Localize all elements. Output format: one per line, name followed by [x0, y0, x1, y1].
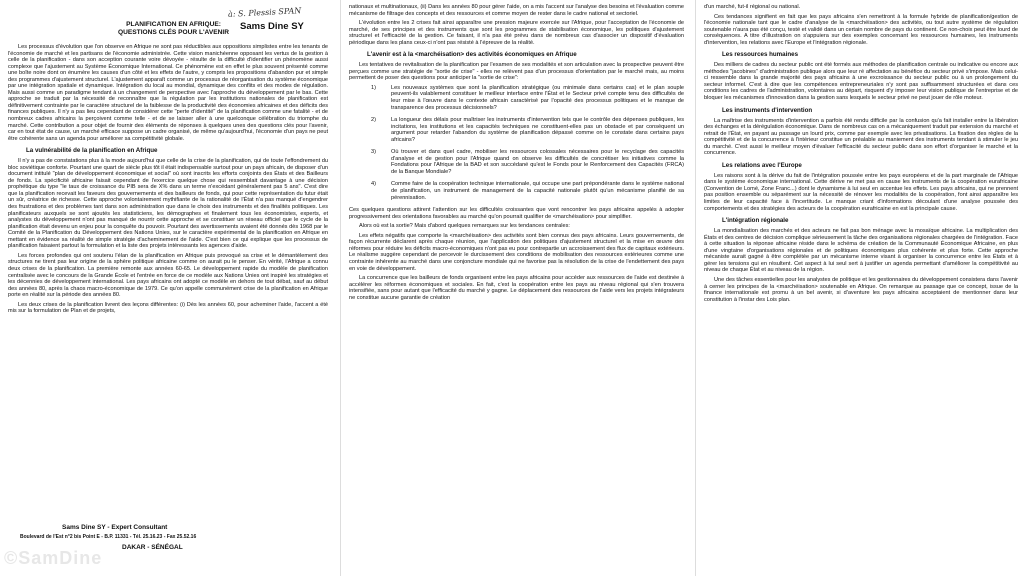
- list-number: 2): [371, 117, 376, 124]
- handwritten-note: à: S. Plessis SPAN: [227, 6, 302, 19]
- paragraph: L'évolution entre les 2 crises fait ainsi apparaître une pression majeure exercée sur l'Afrique, pour l'acceptation de l'économie de marché, de ses principes et des instruments que sont les programmes de stabilisation économique, les politiques d'ajustement structurel et l'efficacité de la gestion. Ce faisant, il n'a pas été prévu dans de nombreux cas d'associer un dispositif d'évaluation périodique dans les plans ceux-ci n'ont pas résisté à l'épreuve de la réalité.: [349, 20, 684, 46]
- list-item: [349, 181, 684, 201]
- title-line-2: QUESTIONS CLÉS POUR L'AVENIR: [118, 29, 229, 36]
- column-left: [0, 0, 334, 576]
- paragraph: Les tentatives de revitalisation de la planification par l'examen de ses modalités et son articulation avec la prospective peuvent être perçues comme une stratégie de "sortie de crise" - elles ne relèvent pas d'un processus d'orientation par le marché mais, au moins permettent de poser des questions pour anticiper la "sortie de crise":: [349, 62, 684, 82]
- paragraph: La maîtrise des instruments d'intervention a parfois été rendu difficile par la confusion qu'a fait installer entre la libération des échanges et la dérégulation économique. Dans de nombreux cas on a mécaniquement traduit par extension du marché et retrait de l'État, en payant au passage un lourd prix, comme par exemple avec les privatisations. La fixation des règles de la compétitivité et de la concurrence à l'intérieur constitue un préalable au maniement des instruments tendant à stimuler le jeu du marché. C'est aussi le meilleur moyen d'évaluer l'efficacité du secteur public dans son effort d'organiser le marché et la concurrence.: [704, 117, 1018, 157]
- column-divider: [340, 0, 341, 576]
- footer-address: Boulevard de l'Est n°2 bis Point E - B.P. 11331 - Tél. 25.16.23 - Fax 25.52.16: [20, 534, 197, 540]
- footer-city: DAKAR - SÉNÉGAL: [122, 544, 183, 551]
- column-middle: [345, 0, 690, 576]
- list-item: [349, 149, 684, 175]
- list-item-text: Comme faire de la coopération technique internationale, qui occupe une part prépondérante dans le système national de planification, un instrument de management de la capacité nationale plutôt qu'un mécanisme planifié de sa pérennisation.: [391, 181, 684, 201]
- list-item-text: La longueur des délais pour maîtriser les instruments d'intervention tels que le contrôle des dépenses publiques, les incitations, les institutions et les capacités techniques ne constituent-elles pas un obstacle et par conséquent un argument pour retarder l'abandon du système de planification dépassé comme on le constate dans certains pays africains?: [391, 117, 684, 143]
- section-heading: L'intégration régionale: [722, 217, 789, 225]
- section-heading: Les ressources humaines: [722, 51, 799, 59]
- document-header: [8, 4, 328, 44]
- paragraph: La concurrence que les bailleurs de fonds organisent entre les pays africains pour accéder aux ressources de l'aide est destinée à accélérer les réformes économiques et sociales. En fait, c'est la coopération entre les pays au niveau régional qui s'en trouvera intensifiée, sans pour autant que l'efficacité du marché y gagne. Le déplacement des ressources de l'aide vers les projets intégrateurs ne constitue aucune garantie de création: [349, 275, 684, 301]
- question-list: [349, 85, 684, 201]
- section-heading: Les instruments d'intervention: [722, 106, 813, 114]
- paragraph: nationaux et multinationaux, (ii) Dans les années 80 pour gérer l'aide, on a mis l'accent sur l'analyse des besoins et l'évaluation comme mécanisme de filtrage des concepts et des ressources et comme moyen de rester dans le cadre national et sectoriel.: [349, 4, 684, 17]
- section-heading: Les relations avec l'Europe: [722, 161, 802, 169]
- paragraph: Ces tendances signifient en fait que les pays africains s'en remettront à la formule hybride de planification/gestion de l'économie nationale tant que le cadre d'analyse de la <marchéisation> des activités, ou tout autre système de régulation soutenable n'aura pas été conçu, testé et validé dans un certain nombre de pays du continent. Ce non-choix peut être lourd de conséquences. A titre d'illustration on s'appuiera sur des exemples concernant les ressources humaines, les instruments d'intervention, les relations avec l'Europe et l'intégration régionale.: [704, 13, 1018, 46]
- document-title: [118, 21, 229, 37]
- paragraph: La mondialisation des marchés et des acteurs ne fait pas bon ménage avec la mosaïque africaine. La multiplication des États et des centres de décision complique sérieusement la tâche des organisations régionales chargées de l'intégration. Face à cette situation la réponse africaine réside dans le schéma de création de la Communauté Économique Africaine, en plus d'une vingtaine d'organisations régionales et de politiques économiques plus cohérente et plus forte. Cette approche mécaniste aurait gagné à être complétée par un mécanisme interne visant à organiser la concurrence entre les États et à gérer les tensions qui en résultent. Cet aspect à lui seul sert à justifier un agenda permettant d'améliorer la compétitivité au niveau de chaque État et au niveau de la région.: [704, 228, 1018, 274]
- paragraph: Les effets négatifs que comporte la <marchéisation> des activités sont bien connus des pays africains. Leurs gouvernements, de façon récurrente déclarent après chaque réunion, que l'application des politiques d'ajustement structurel et la mise en œuvre des réformes pour réduire les déficits macro-économiques n'ont pas eu pour contrepartie un accroissement des flux de capitaux extérieurs. Le réalisme suggère cependant de percevoir le durcissement des conditions de mobilisation des ressources extérieures comme une contrainte inhérente au marché dans une conjoncture mondiale qui ne favorise pas la résolution de la crise de l'endettement des pays en voie de développement.: [349, 232, 684, 272]
- title-line-1: PLANIFICATION EN AFRIQUE:: [126, 21, 221, 28]
- paragraph: Il n'y a pas de constatations plus à la mode aujourd'hui que celle de la crise de la planification, qui de toute l'effondrement du bloc soviétique conforte. Pourtant une quart de siècle plus tôt il était indispensable surtout pour un pays africain, de disposer d'un document intitulé "plan de développement économique et social" où sont inscrits les efforts conjoints des États et des Bailleurs de fonds. La spécificité africaine faisait cependant de l'exercice quelque chose qui ressemblait davantage à une décision prophétique du type "le taux de croissance du PIB sera de X% dans un terme n'excédant généralement pas 5 ans". C'est dire que la planification recevait les faveurs des gouvernements et des bailleurs de fonds, qui pour cette représentation du futur était un sûr, créatrice de richesse. Cette approche volontairement mythifiante de la rationalité de l'État n'a pas manqué d'engendrer des frustrations et des problèmes tant dans son administration que dans le choix des instruments et des finalités politiques. Les planificateurs auxquels se sont ajoutés les statisticiens, les démographes et finalement tous les économistes, experts, et analystes du développement n'ont pas manqué de nourrir cette approche et se constituer un réseau officiel que le cycle de la planification était devenu un enjeu pour la conquête du pouvoir. Pourtant des avertissements avaient été donnés dès 1968 par le Comité de la Planification du Développement des Nations Unies, sur le caractère expérimental de la planification en Afrique en mettant en évidence sa réalité de simple stratégie d'acheminement de l'aide. C'est bien ce qui explique que les processus de planification faisaient partout la formulation et la liste des projets intéressants les agences d'aide.: [8, 158, 328, 250]
- author-name: Sams Dine SY: [240, 21, 304, 32]
- paragraph: Les forces profondes qui ont soutenu l'élan de la planification en Afrique puis provoqué sa crise et le démantèlement des structures ne tirent pas leur origine de la sphère politique africaine comme on aurait pu le penser. En vérité, l'Afrique a connu deux crises de la planification. La première remonte aux années 60-65. Le développement rapide du modèle de planification centralisée avec le concours de la Grande École et l'entrée en force de ce modèle aux Nations Unies ont inspiré les stratégies et les décennies de développement international. Les pays africains ont adopté ce modèle en dehors de tout débat, sauf au début des années 80, après la chaos macro-économique de 1979. Ce qu'on appelle communément crise de la planification en Afrique porte en réalité sur la période des années 80.: [8, 252, 328, 299]
- list-number: 3): [371, 149, 376, 156]
- column-right: [700, 0, 1024, 576]
- paragraph: Ces quelques questions attirent l'attention sur les difficultés croissantes que vont rencontrer les pays africains appelés à adopter progressivement des orientations favorables au marché qu'on pourrait qualifier de <marchéisation> pour simplifier.: [349, 207, 684, 220]
- column-divider: [695, 0, 696, 576]
- list-number: 1): [371, 84, 376, 91]
- list-item-text: Où trouver et dans quel cadre, mobiliser les ressources colossales nécessaires pour le recyclage des capacités d'analyse et de gestion pour l'Afrique quand on observe les difficultés de concrétiser les initiatives comme la Fondations pour l'Afrique de la BAD et son succédané qu'est le Fonds pour le Renforcement des Capacités (FRCA) de la Banque Mondiale?: [391, 149, 684, 175]
- list-item-text: Les nouveaux systèmes que sont la planification stratégique (ou minimale dans certains cas) et le plan souple peuvent-ils valablement constituer le meilleur interface entre l'État et le Secteur privé compte tenu des difficultés de leur mise à l'œuvre dans le contexte africain caractérisé par l'opacité des processus politiques et le manque de transparence des processus décisionnels?: [391, 84, 684, 111]
- paragraph: Alors où est la sortie? Mais d'abord quelques remarques sur les tendances centrales:: [359, 223, 570, 230]
- section-heading: L'avenir est à la <marchéisation> des activités économiques en Afrique: [367, 51, 577, 59]
- paragraph: Des milliers de cadres du secteur public ont été formés aux méthodes de planification centrale ou indicative ou encore aux méthodes "jacobines" d'administration publique alors que leur ré affectation au bénéfice du secteur privé s'impose. Mais celui-ci ressemble dans la grande majorité des pays africains à une excroissance du secteur public ou à un prolongement du secteur informel. C'est à dire que les compétences entrepreneuriales n'y sont pas suffisamment structurées et dans ces conditions les cadres de l'administration, volontaires au départ, risquent d'y imposer leur vision publique de l'entreprise et de bloquer les mécanismes d'innovation dans la gestion sans lesquels le secteur privé ne peut jouer de rôle moteur.: [704, 62, 1018, 102]
- watermark: ©SamDine: [4, 548, 103, 568]
- list-item: [349, 85, 684, 111]
- list-number: 4): [371, 181, 376, 188]
- paragraph: Les deux crises de la planification livrent des leçons différentes: (i) Dès les années 60, pour acheminer l'aide, l'accent a été mis sur la formulation de Plan et de projets,: [8, 301, 328, 315]
- paragraph: Une des tâches essentielles pour les analystes de politique et les gestionnaires du développement consistera dans l'avenir à cerner les principes de la <marchéisation> soutenable en Afrique. On remarque au passage que ce concept, issue de la finance internationale est promu à un bel avenir, si d'aventure les pays africains acceptaient de mentionner dans leur constitution à l'instar des Lois plan.: [704, 276, 1018, 303]
- section-heading: La vulnérabilité de la planification en Afrique: [26, 147, 158, 155]
- paragraph: Les raisons sont à la dérive du fait de l'intégration poussée entre les pays européens et de la part marginale de l'Afrique dans le système économique international. Cette dérive ne met pas en cause les instruments de la coopération eurafricaine (Convention de Lomé, Zone Franc...) dont le dynamisme à lui seul en accentue les effets. Les pays africains, qui ne prennent pas position ensemble ou séparément sur la nécessité de rénover les modalités de la coopération, font ainsi apparaître les limites de leur capacité face à l'incertitude. Le manque criant d'informations découlant d'une analyse poussée des comportements et des stratégies des acteurs de la coopération eurafricaine en est la principale cause.: [704, 172, 1018, 212]
- paragraph: Les processus d'évolution que l'on observe en Afrique ne sont pas réductibles aux oppositions simplistes entre les tenants de l'économie de marché et les partisans de l'économie administrée. Cette vision manichéenne opposant les vertus de la gestion à celle de la planification - dans son acception courante voire dévoyée - résulte de la difficulté d'identifier un phénomène aussi complexe que l'ajustement au Système Économique International. Ce phénomène est en effet le plus souvent présenté comme une boîte noire dont on énumère les causes d'un côté et les effets de l'autre, y compris les propositions d'abandon pur et simple des programmes d'ajustement structurel. L'ajustement apparaît comme un processus de réorganisation du système économique par une intégration spatiale et dynamique. Intégration du local au mondial, dynamique des conflits et des modes de régulation. Mais aussi comme un paradigme tendant à un changement de perspective avec l'approche du développement par le bas. Cette approche se traduit par la nécessité de reconnaître que la régulation par les institutions nationales de planification est définitivement contrainte par le caractère structurel de la faiblesse de la productivité des économies africaines et des déficits des finances publiques. Il n'y a pas lieu cependant de considérer cette "perte d'identité" de la planification comme une fatalité - et de nombreux cadres africains la perçoivent comme telle - et de se laisser aller à une quelconque célébration du triomphe du marché. Cette contribution a pour objet de fournir des éléments de réponses à quelques unes des questions clés pour l'avenir, car en tout état de cause, un marché efficace suppose un cadre organisé, de même qu'aujourd'hui, l'économie d'un pays ne peut être cohérente sans un agenda pour améliorer sa compétitivité globale.: [8, 44, 328, 142]
- list-item: [349, 117, 684, 143]
- paragraph: d'un marché, fut-il régional ou national.: [704, 4, 801, 10]
- footer-name: Sams Dine SY - Expert Consultant: [62, 524, 168, 531]
